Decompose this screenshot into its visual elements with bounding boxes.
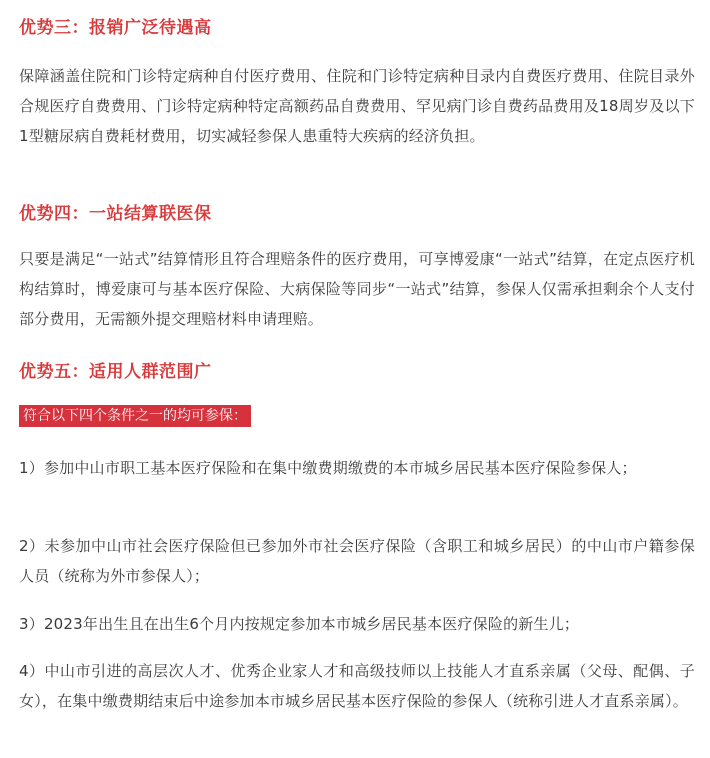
eligibility-item-2: 2）未参加中山市社会医疗保险但已参加外市社会医疗保险（含职工和城乡居民）的中山市户籍参保人员（统称为外市参保人）； (19, 537, 695, 585)
section-heading-advantage-4: 优势四：一站结算联医保 (19, 204, 212, 224)
eligibility-item-4: 4）中山市引进的高层次人才、优秀企业家人才和高级技师以上技能人才直系亲属（父母、配偶、子女），在集中缴费期结束后中途参加本市城乡居民基本医疗保险的参保人（统称引进人才直系亲属）。 (19, 662, 695, 710)
section-body-advantage-3: 保障涵盖住院和门诊特定病种自付医疗费用、住院和门诊特定病种目录内自费医疗费用、住院目录外合规医疗自费费用、门诊特定病种特定高额药品自费费用、罕见病门诊自费药品费用及18周岁及以下1型糖尿病自费耗材费用，切实减轻参保人患重特大疾病的经济负担。 (19, 67, 695, 145)
eligibility-highlight-tag: 符合以下四个条件之一的均可参保： (19, 405, 251, 427)
section-body-advantage-4: 只要是满足“一站式”结算情形且符合理赔条件的医疗费用，可享博爱康“一站式”结算，在定点医疗机构结算时，博爱康可与基本医疗保险、大病保险等同步“一站式”结算，参保人仅需承担剩余个人支付部分费用，无需额外提交理赔材料申请理赔。 (19, 250, 695, 328)
section-heading-advantage-3: 优势三：报销广泛待遇高 (19, 18, 212, 38)
eligibility-item-1: 1）参加中山市职工基本医疗保险和在集中缴费期缴费的本市城乡居民基本医疗保险参保人； (19, 459, 637, 477)
section-heading-advantage-5: 优势五：适用人群范围广 (19, 362, 212, 382)
eligibility-item-3: 3）2023年出生且在出生6个月内按规定参加本市城乡居民基本医疗保险的新生儿； (19, 615, 580, 633)
